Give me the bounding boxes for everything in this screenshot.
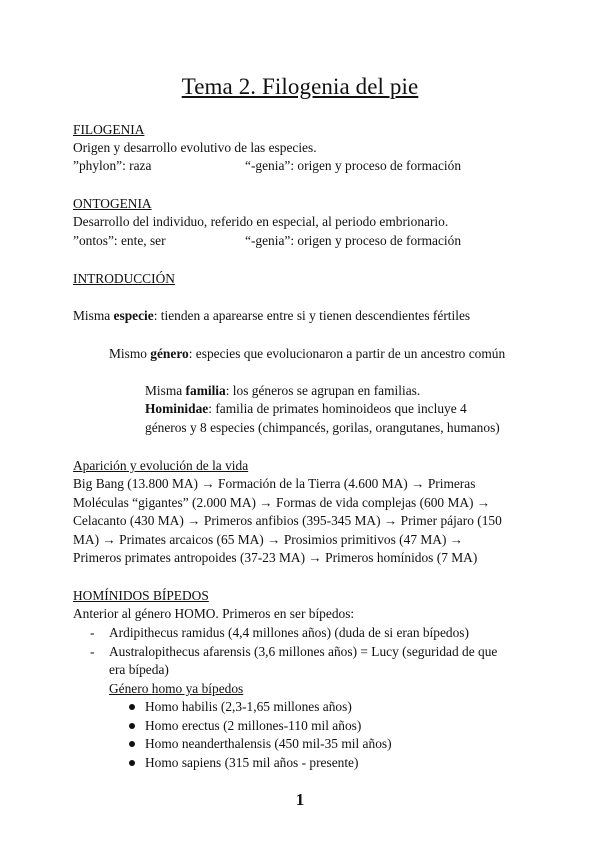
- hominidos-intro: Anterior al género HOMO. Primeros en ser bípedos:: [73, 606, 355, 621]
- dash-marker: -: [90, 625, 95, 640]
- ontogenia-root-left: ”ontos”: ente, ser: [73, 233, 166, 248]
- bullet-icon: [129, 723, 135, 729]
- bullet-icon: [129, 704, 135, 710]
- homo-heading: Género homo ya bípedos: [109, 681, 244, 696]
- aparicion-line: Celacanto (430 MA) → Primeros anfibios (395-345 MA) → Primer pájaro (150: [73, 513, 502, 528]
- filogenia-root-right: “-genia”: origen y proceso de formación: [245, 158, 462, 173]
- hominidae-line-2: géneros y 8 especies (chimpancés, gorilas, orangutanes, humanos): [145, 420, 500, 435]
- hominidae-line: Hominidae: familia de primates hominoideos que incluye 4: [145, 401, 467, 416]
- page-title: Tema 2. Filogenia del pie: [181, 74, 419, 99]
- bullet-icon: [129, 760, 135, 766]
- ontogenia-definition: Desarrollo del individuo, referido en especial, al periodo embrionario.: [73, 214, 449, 229]
- filogenia-root-left: ”phylon”: raza: [73, 158, 152, 173]
- bullet-icon: [129, 741, 135, 747]
- dash-item: Ardipithecus ramidus (4,4 millones años) (duda de si eran bípedos): [109, 625, 469, 640]
- hominidae-term: Hominidae: [145, 401, 209, 416]
- introduccion-heading: INTRODUCCIÓN: [73, 271, 175, 286]
- aparicion-line: Moléculas “gigantes” (2.000 MA) → Formas de vida complejas (600 MA) →: [73, 495, 491, 510]
- aparicion-line: Primeros primates antropoides (37-23 MA) → Primeros homínidos (7 MA): [73, 550, 478, 565]
- page-number: 1: [295, 790, 305, 809]
- especie-line: Misma especie: tienden a aparearse entre si y tienen descendientes fértiles: [73, 308, 471, 323]
- familia-line: Misma familia: los géneros se agrupan en familias.: [145, 383, 421, 398]
- genero-term: género: [150, 346, 189, 361]
- filogenia-heading: FILOGENIA: [73, 122, 145, 137]
- familia-term: familia: [185, 383, 226, 398]
- homo-item: Homo habilis (2,3-1,65 millones años): [145, 699, 352, 714]
- especie-term: especie: [113, 308, 154, 323]
- hominidos-heading: HOMÍNIDOS BÍPEDOS: [73, 588, 209, 603]
- homo-item: Homo neanderthalensis (450 mil-35 mil años): [145, 736, 392, 751]
- genero-line: Mismo género: especies que evolucionaron a partir de un ancestro común: [109, 346, 506, 361]
- dash-item: Australopithecus afarensis (3,6 millones años) = Lucy (seguridad de que: [109, 644, 498, 659]
- aparicion-line: Big Bang (13.800 MA) → Formación de la Tierra (4.600 MA) → Primeras: [73, 476, 476, 491]
- dash-item-continuation: era bípeda): [109, 662, 169, 677]
- dash-marker: -: [90, 644, 95, 659]
- ontogenia-heading: ONTOGENIA: [73, 196, 152, 211]
- aparicion-line: MA) → Primates arcaicos (65 MA) → Prosimios primitivos (47 MA) →: [73, 532, 464, 547]
- ontogenia-root-right: “-genia”: origen y proceso de formación: [245, 233, 462, 248]
- aparicion-heading: Aparición y evolución de la vida: [73, 458, 249, 473]
- homo-item: Homo erectus (2 millones-110 mil años): [145, 718, 362, 733]
- homo-item: Homo sapiens (315 mil años - presente): [145, 755, 359, 770]
- filogenia-definition: Origen y desarrollo evolutivo de las especies.: [73, 140, 317, 155]
